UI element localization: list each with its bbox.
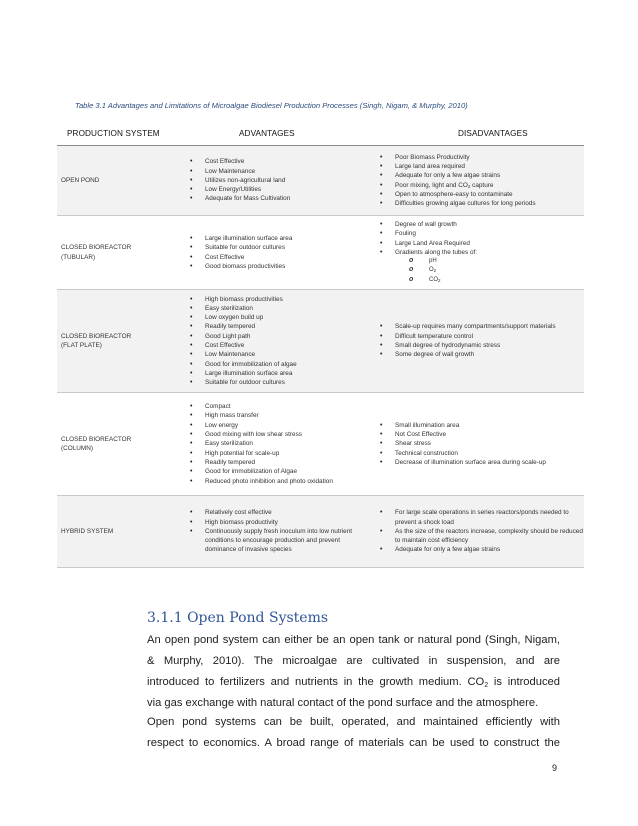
system-cell: OPEN POND	[57, 146, 177, 216]
list-item: • Good for immobilization of Algae	[177, 467, 367, 476]
list-item: • Large Land Area Required	[367, 239, 584, 248]
list-item: • Adequate for only a few algae strains	[367, 171, 584, 180]
list-item: • High potential for scale-up	[177, 449, 367, 458]
list-item: • Utilizes non-agricultural land	[177, 176, 367, 185]
sub-list-item: o $O_2$	[367, 266, 584, 275]
list-item: • High biomass productivity	[177, 518, 367, 527]
list-item: • Large illumination surface area	[177, 234, 367, 243]
list-item: • High mass transfer	[177, 411, 367, 420]
list-item: • Difficulties growing algae cultures for long periods	[367, 199, 584, 208]
list-item: • Compact	[177, 402, 367, 411]
paragraph-line: respect to economics. A broad range of materials can be used to construct the	[147, 737, 560, 749]
list-item: • Degree of wall growth	[367, 220, 584, 229]
list-item: • Difficult temperature control	[367, 332, 584, 341]
list-item: • Low Maintenance	[177, 350, 367, 359]
table-row	[57, 290, 584, 393]
list-item: • Reduced photo inhibition and photo oxidation	[177, 477, 367, 486]
advantages-cell	[177, 393, 367, 496]
section-heading: 3.1.1 Open Pond Systems	[147, 610, 329, 626]
header-production-system: PRODUCTION SYSTEM	[57, 121, 177, 146]
disadvantages-cell	[367, 393, 584, 496]
header-advantages: ADVANTAGES	[177, 121, 367, 146]
table-row	[57, 216, 584, 290]
sub-list-item: o $CO_2$	[367, 276, 584, 285]
list-item: • Gradients along the tubes of:	[367, 248, 584, 257]
list-item: • As the size of the reactors increase, complexity should be reduced to maintain cost efficiency	[367, 527, 584, 546]
list-item: • Easy sterilization	[177, 304, 367, 313]
advantages-cell	[177, 496, 367, 568]
advantages-table	[57, 121, 584, 568]
list-item: • High biomass productivities	[177, 295, 367, 304]
list-item: • Fouling	[367, 229, 584, 238]
disadvantages-cell	[367, 146, 584, 216]
advantages-cell	[177, 146, 367, 216]
table-row	[57, 496, 584, 568]
list-item: • Not Cost Effective	[367, 430, 584, 439]
list-item: • Readily tempered	[177, 322, 367, 331]
list-item: • Low energy	[177, 421, 367, 430]
list-item: • Good for immobilization of algae	[177, 360, 367, 369]
list-item: • Low Maintenance	[177, 167, 367, 176]
paragraph-line: & Murphy, 2010). The microalgae are cultivated in suspension, and are	[147, 655, 560, 667]
list-item: • Adequate for Mass Cultivation	[177, 194, 367, 203]
paragraph-economics	[147, 712, 560, 754]
list-item: • Good Light path	[177, 332, 367, 341]
list-item: • Cost Effective	[177, 341, 367, 350]
list-item: • Shear stress	[367, 439, 584, 448]
list-item: • For large scale operations in series reactors/ponds needed to prevent a shock load	[367, 508, 584, 527]
list-item: • Good biomass productivities	[177, 262, 367, 271]
list-item: • Large illumination surface area	[177, 369, 367, 378]
list-item: • Small degree of hydrodynamic stress	[367, 341, 584, 350]
table-caption: Table 3.1 Advantages and Limitations of Microalgae Biodiesel Production Processes (Singh, Nigam, & Murphy, 2010)	[75, 101, 468, 110]
system-cell: CLOSED BIOREACTOR (TUBULAR)	[57, 216, 177, 290]
disadvantages-cell	[367, 216, 584, 290]
list-item: • Continuously supply fresh inoculum into low nutrient conditions to encourage production and prevent dominance of invasive species	[177, 527, 367, 555]
table-header-row	[57, 121, 584, 146]
list-item: • Small illumination area	[367, 421, 584, 430]
advantages-cell	[177, 216, 367, 290]
paragraph-line: Open pond systems can be built, operated, and maintained efficiently with	[147, 716, 560, 728]
paragraph-line: via gas exchange with natural contact of the pond surface and the atmosphere.	[147, 697, 539, 709]
list-item: • Cost Effective	[177, 157, 367, 166]
list-item: • Technical construction	[367, 449, 584, 458]
list-item: • Some degree of wall growth	[367, 350, 584, 359]
system-cell: HYBRID SYSTEM	[57, 496, 177, 568]
paragraph-line: An open pond system can either be an open tank or natural pond (Singh, Nigam,	[147, 634, 560, 646]
list-item: • Adequate for only a few algae strains	[367, 545, 584, 554]
header-disadvantages: DISADVANTAGES	[367, 121, 584, 146]
list-item: • Good mixing with low shear stress	[177, 430, 367, 439]
list-item: • Poor mixing, light and $CO_2$ capture	[367, 181, 584, 190]
page-number: 9	[552, 763, 558, 773]
system-cell: CLOSED BIOREACTOR (COLUMN)	[57, 393, 177, 496]
list-item: • Low Energy/Utilities	[177, 185, 367, 194]
table-row	[57, 146, 584, 216]
system-cell: CLOSED BIOREACTOR (FLAT PLATE)	[57, 290, 177, 393]
sub-list-item: o pH	[367, 257, 584, 266]
list-item: • Suitable for outdoor cultures	[177, 378, 367, 387]
list-item: • Decrease of illumination surface area during scale-up	[367, 458, 584, 467]
list-item: • Open to atmosphere-easy to contaminate	[367, 190, 584, 199]
disadvantages-cell	[367, 290, 584, 393]
list-item: • Poor Biomass Productivity	[367, 153, 584, 162]
list-item: • Relatively cost effective	[177, 508, 367, 517]
paragraph-line: introduced to fertilizers and nutrients in the growth medium. $CO_2$ is introduced	[147, 676, 560, 689]
advantages-cell	[177, 290, 367, 393]
table-row	[57, 393, 584, 496]
list-item: • Easy sterilization	[177, 439, 367, 448]
list-item: • Readily tempered	[177, 458, 367, 467]
list-item: • Cost Effective	[177, 253, 367, 262]
list-item: • Suitable for outdoor cultures	[177, 243, 367, 252]
paragraph-open-pond	[147, 630, 560, 714]
list-item: • Low oxygen build up	[177, 313, 367, 322]
list-item: • Large land area required	[367, 162, 584, 171]
list-item: • Scale-up requires many compartments/support materials	[367, 322, 584, 331]
disadvantages-cell	[367, 496, 584, 568]
